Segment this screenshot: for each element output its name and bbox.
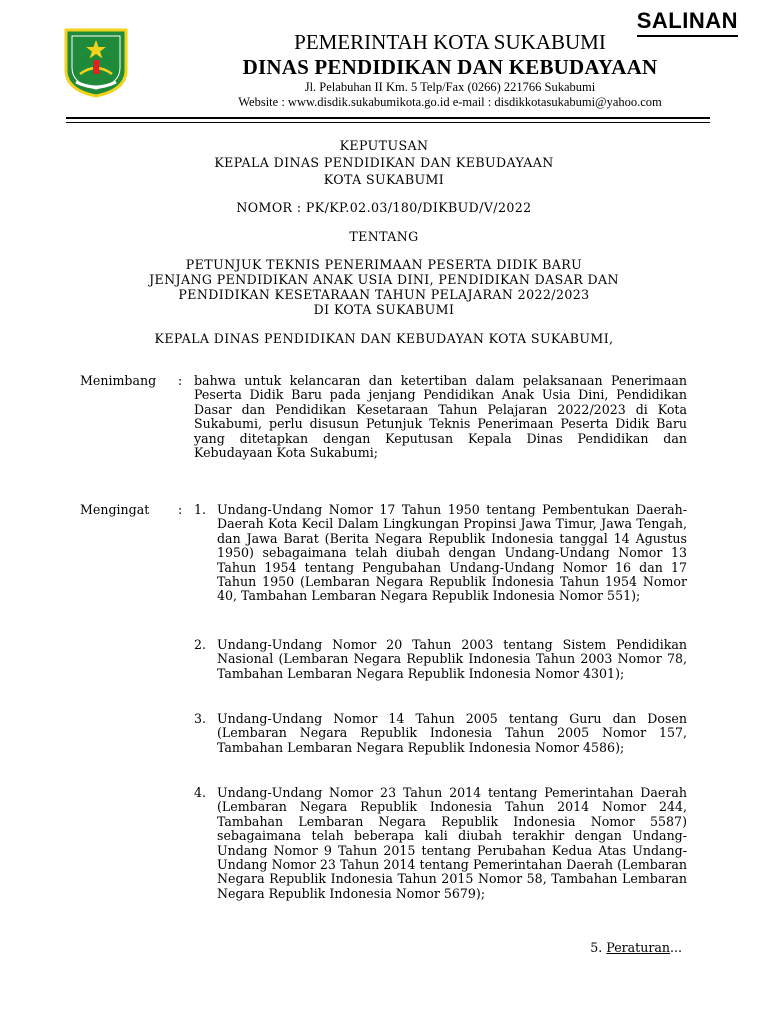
menimbang-label: Menimbang xyxy=(80,373,157,388)
tentang-heading: TENTANG xyxy=(349,229,419,244)
subject-line-4: DI KOTA SUKABUMI xyxy=(313,302,455,317)
continuation-number: 5. xyxy=(590,940,603,955)
government-name: PEMERINTAH KOTA SUKABUMI xyxy=(294,30,606,54)
letterhead xyxy=(150,30,750,110)
subject-line-1: PETUNJUK TEKNIS PENERIMAAN PESERTA DIDIK BARU xyxy=(185,257,583,272)
agency-website-email: Website : www.disdik.sukabumikota.go.id e-mail : disdikkotasukabumi@yahoo.com xyxy=(238,95,662,109)
subject-line-2: JENJANG PENDIDIKAN ANAK USIA DINI, PENDIDIKAN DASAR DAN xyxy=(149,272,619,287)
list-item: Undang-Undang Nomor 20 Tahun 2003 tentang Sistem Pendidikan Nasional (Lembaran Negara Republik Indonesia Tahun 2003 Nomor 78, Tambahan Lembaran Negara Republik Indonesia Nomor 4301); xyxy=(217,637,687,681)
decree-title: KEPUTUSAN xyxy=(339,138,429,153)
salinan-stamp: SALINAN xyxy=(637,8,738,37)
decree-issuer-line: KEPALA DINAS PENDIDIKAN DAN KEBUDAYAAN xyxy=(214,155,554,170)
continuation-marker xyxy=(590,941,682,955)
list-number: 2. xyxy=(194,637,207,652)
subject-line-3: PENDIDIKAN KESETARAAN TAHUN PELAJARAN 2022/2023 xyxy=(178,287,590,302)
menimbang-colon: : xyxy=(178,373,183,388)
issuer-statement: KEPALA DINAS PENDIDIKAN DAN KEBUDAYAN KOTA SUKABUMI, xyxy=(154,331,614,346)
letterhead-thick-rule xyxy=(66,117,710,119)
menimbang-text: bahwa untuk kelancaran dan ketertiban dalam pelaksanaan Penerimaan Peserta Didik Baru pada jenjang Pendidikan Anak Usia Dini, Pendidikan Dasar dan Pendidikan Kesetaraan Tahun Pelajaran 2022/2023 di Kota Sukabumi, perlu disusun Petunjuk Teknis Penerimaan Peserta Didik Baru yang ditetapkan dengan Keputusan Kepala Dinas Pendidikan dan Kebudayaan Kota Sukabumi; xyxy=(194,373,687,461)
list-number: 4. xyxy=(194,785,207,800)
list-item: Undang-Undang Nomor 14 Tahun 2005 tentang Guru dan Dosen (Lembaran Negara Republik Indonesia Tahun 2005 Nomor 157, Tambahan Lembaran Negara Republik Indonesia Nomor 4586); xyxy=(217,711,687,755)
list-item: Undang-Undang Nomor 23 Tahun 2014 tentang Pemerintahan Daerah (Lembaran Negara Republik Indonesia Tahun 2014 Nomor 244, Tambahan Lembaran Negara Republik Indonesia Nomor 5587) sebagaimana telah beberapa kali diubah terakhir dengan Undang-Undang Nomor 9 Tahun 2015 tentang Perubahan Kedua Atas Undang-Undang Nomor 23 Tahun 2014 tentang Pemerintahan Daerah (Lembaran Negara Republik Indonesia Tahun 2015 Nomor 58, Tambahan Lembaran Negara Republik Indonesia Nomor 5679); xyxy=(217,785,687,901)
list-item: Undang-Undang Nomor 17 Tahun 1950 tentang Pembentukan Daerah-Daerah Kota Kecil Dalam Lingkungan Propinsi Jawa Timur, Jawa Tengah, dan Jawa Barat (Berita Negara Republik Indonesia tanggal 14 Agustus 1950) sebagaimana telah diubah dengan Undang-Undang Nomor 13 Tahun 1954 tentang Pengubahan Undang-Undang Nomor 16 dan 17 Tahun 1950 (Lembaran Negara Republik Indonesia Tahun 1954 Nomor 40, Tambahan Lembaran Negara Republik Indonesia Nomor 551); xyxy=(217,502,687,604)
mengingat-label: Mengingat xyxy=(80,502,150,517)
agency-address: Jl. Pelabuhan II Km. 5 Telp/Fax (0266) 221766 Sukabumi xyxy=(304,80,596,94)
continuation-ellipsis: ... xyxy=(669,940,682,955)
continuation-word: Peraturan xyxy=(606,940,670,955)
mengingat-colon: : xyxy=(178,502,183,517)
agency-name: DINAS PENDIDIKAN DAN KEBUDAYAAN xyxy=(242,55,658,79)
decree-city-line: KOTA SUKABUMI xyxy=(323,172,445,187)
list-number: 3. xyxy=(194,711,207,726)
city-emblem-logo xyxy=(62,26,130,98)
list-number: 1. xyxy=(194,502,207,517)
decree-number: NOMOR : PK/KP.02.03/180/DIKBUD/V/2022 xyxy=(236,200,532,215)
letterhead-thin-rule xyxy=(66,122,710,123)
